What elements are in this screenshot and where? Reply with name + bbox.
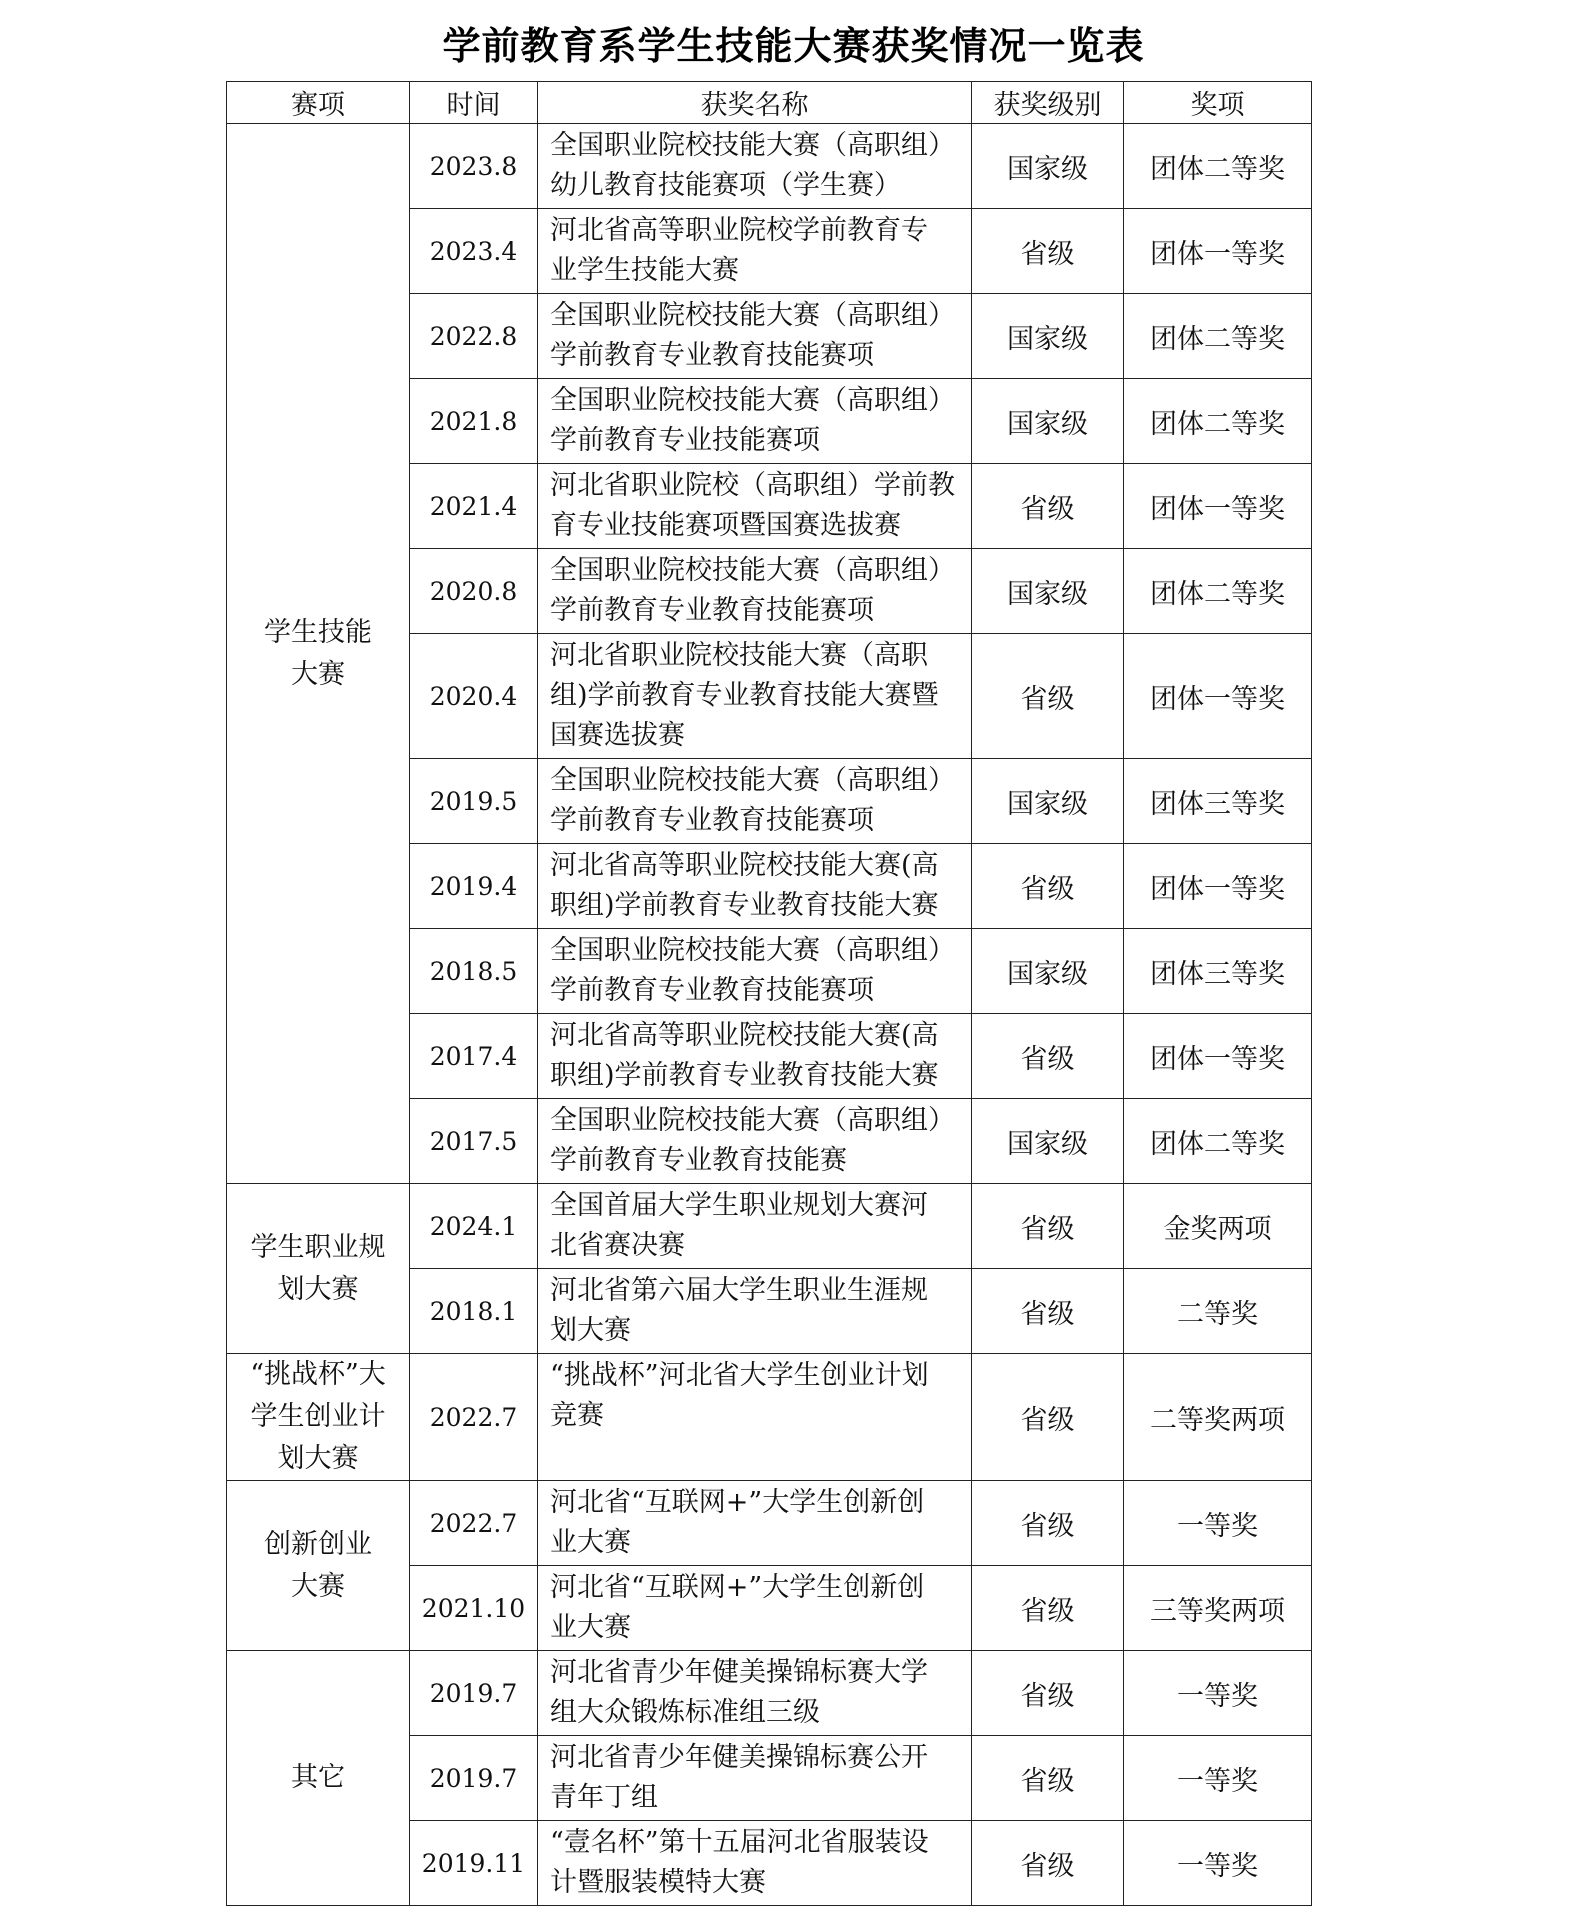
level-cell: 省级 — [972, 1566, 1124, 1651]
awards-table — [226, 81, 1312, 1906]
level-cell: 省级 — [972, 844, 1124, 929]
award-name-line: 学前教育专业教育技能赛项 — [550, 340, 874, 371]
prize-cell: 团体二等奖 — [1124, 379, 1312, 464]
award-name-cell — [538, 759, 972, 844]
date-cell: 2019.4 — [410, 844, 538, 929]
date-cell: 2020.8 — [410, 549, 538, 634]
table-row — [227, 1481, 1312, 1566]
award-name-line: 学前教育专业技能赛项 — [550, 425, 820, 456]
award-name-line: 国赛选拔赛 — [550, 720, 685, 751]
date-cell: 2017.5 — [410, 1099, 538, 1184]
award-name-cell — [538, 124, 972, 209]
prize-cell: 团体三等奖 — [1124, 929, 1312, 1014]
level-cell: 国家级 — [972, 1099, 1124, 1184]
table-row — [227, 1184, 1312, 1269]
award-name-line: 河北省高等职业院校技能大赛(高 — [550, 1020, 939, 1051]
award-name-line: 河北省第六届大学生职业生涯规 — [550, 1275, 928, 1306]
award-name-line: 全国职业院校技能大赛（高职组） — [550, 555, 955, 586]
category-line: 学生创业计 — [250, 1401, 386, 1432]
header-award-name: 获奖名称 — [538, 82, 972, 124]
prize-cell: 二等奖两项 — [1124, 1354, 1312, 1481]
date-cell: 2023.4 — [410, 209, 538, 294]
level-cell: 省级 — [972, 209, 1124, 294]
category-line: 创新创业 — [264, 1528, 372, 1560]
level-cell: 国家级 — [972, 549, 1124, 634]
award-name-line: 业大赛 — [550, 1527, 631, 1558]
level-cell: 省级 — [972, 1651, 1124, 1736]
award-name-line: 全国职业院校技能大赛（高职组） — [550, 765, 955, 796]
category-line: “挑战杯”大 — [250, 1359, 386, 1390]
prize-cell: 一等奖 — [1124, 1651, 1312, 1736]
award-name-line: “挑战杯”河北省大学生创业计划 — [550, 1360, 929, 1391]
award-name-line: 业大赛 — [550, 1612, 631, 1643]
level-cell: 省级 — [972, 1354, 1124, 1481]
header-date: 时间 — [410, 82, 538, 124]
award-name-line: 全国首届大学生职业规划大赛河 — [550, 1190, 928, 1221]
category-line: 大赛 — [291, 658, 345, 690]
award-name-line: 计暨服装模特大赛 — [550, 1867, 766, 1898]
level-cell: 省级 — [972, 1184, 1124, 1269]
award-name-line: 全国职业院校技能大赛（高职组） — [550, 935, 955, 966]
prize-cell: 一等奖 — [1124, 1821, 1312, 1906]
date-cell: 2024.1 — [410, 1184, 538, 1269]
category-cell — [227, 1354, 410, 1481]
award-name-cell — [538, 1651, 972, 1736]
header-prize: 奖项 — [1124, 82, 1312, 124]
award-name-line: 全国职业院校技能大赛（高职组） — [550, 1105, 955, 1136]
date-cell: 2018.5 — [410, 929, 538, 1014]
award-name-line: 竞赛 — [550, 1400, 604, 1431]
award-name-cell — [538, 1184, 972, 1269]
award-name-cell — [538, 464, 972, 549]
award-name-line: 幼儿教育技能赛项（学生赛） — [550, 170, 901, 201]
award-name-cell — [538, 844, 972, 929]
level-cell: 省级 — [972, 634, 1124, 759]
prize-cell: 一等奖 — [1124, 1481, 1312, 1566]
category-line: 学生技能 — [264, 616, 372, 648]
category-cell — [227, 1184, 410, 1354]
award-name-cell — [538, 929, 972, 1014]
table-row — [227, 1354, 1312, 1481]
prize-cell: 团体二等奖 — [1124, 124, 1312, 209]
award-name-line: 学前教育专业教育技能赛 — [550, 1145, 847, 1176]
award-name-cell — [538, 294, 972, 379]
level-cell: 国家级 — [972, 124, 1124, 209]
award-name-line: 学前教育专业教育技能赛项 — [550, 975, 874, 1006]
level-cell: 国家级 — [972, 929, 1124, 1014]
category-cell — [227, 124, 410, 1184]
date-cell: 2023.8 — [410, 124, 538, 209]
award-name-line: 河北省高等职业院校学前教育专 — [550, 215, 928, 246]
award-name-cell — [538, 379, 972, 464]
award-name-line: 组大众锻炼标准组三级 — [550, 1697, 820, 1728]
level-cell: 省级 — [972, 1269, 1124, 1354]
date-cell: 2018.1 — [410, 1269, 538, 1354]
level-cell: 国家级 — [972, 379, 1124, 464]
date-cell: 2021.10 — [410, 1566, 538, 1651]
prize-cell: 团体二等奖 — [1124, 1099, 1312, 1184]
header-row — [227, 82, 1312, 124]
award-name-line: 河北省高等职业院校技能大赛(高 — [550, 850, 939, 881]
award-name-cell — [538, 1014, 972, 1099]
award-name-line: 河北省“互联网+”大学生创新创 — [550, 1487, 925, 1518]
level-cell: 省级 — [972, 1481, 1124, 1566]
award-name-cell — [538, 1821, 972, 1906]
category-line: 划大赛 — [277, 1273, 359, 1305]
date-cell: 2021.8 — [410, 379, 538, 464]
award-name-line: 河北省职业院校（高职组）学前教 — [550, 470, 955, 501]
header-level: 获奖级别 — [972, 82, 1124, 124]
prize-cell: 团体二等奖 — [1124, 549, 1312, 634]
award-name-line: 划大赛 — [550, 1315, 631, 1346]
level-cell: 国家级 — [972, 759, 1124, 844]
category-line: 其它 — [291, 1762, 345, 1793]
page-title: 学前教育系学生技能大赛获奖情况一览表 — [442, 24, 1145, 68]
prize-cell: 团体二等奖 — [1124, 294, 1312, 379]
prize-cell: 团体三等奖 — [1124, 759, 1312, 844]
award-name-line: 业学生技能大赛 — [550, 255, 739, 286]
table-row — [227, 124, 1312, 209]
award-name-cell — [538, 209, 972, 294]
prize-cell: 三等奖两项 — [1124, 1566, 1312, 1651]
prize-cell: 团体一等奖 — [1124, 464, 1312, 549]
award-name-cell — [538, 1269, 972, 1354]
date-cell: 2022.7 — [410, 1354, 538, 1481]
prize-cell: 一等奖 — [1124, 1736, 1312, 1821]
prize-cell: 团体一等奖 — [1124, 1014, 1312, 1099]
level-cell: 省级 — [972, 464, 1124, 549]
award-name-cell — [538, 1736, 972, 1821]
award-name-cell — [538, 634, 972, 759]
award-name-cell — [538, 549, 972, 634]
award-name-line: 育专业技能赛项暨国赛选拔赛 — [550, 510, 901, 541]
date-cell: 2019.7 — [410, 1651, 538, 1736]
level-cell: 国家级 — [972, 294, 1124, 379]
level-cell: 省级 — [972, 1736, 1124, 1821]
prize-cell: 团体一等奖 — [1124, 634, 1312, 759]
date-cell: 2017.4 — [410, 1014, 538, 1099]
prize-cell: 团体一等奖 — [1124, 844, 1312, 929]
date-cell: 2019.11 — [410, 1821, 538, 1906]
award-name-line: 河北省“互联网+”大学生创新创 — [550, 1572, 925, 1603]
award-name-line: 青年丁组 — [550, 1782, 658, 1813]
category-cell — [227, 1651, 410, 1906]
award-name-line: 河北省职业院校技能大赛（高职 — [550, 640, 928, 671]
category-cell — [227, 1481, 410, 1651]
table-row — [227, 1651, 1312, 1736]
award-name-line: 河北省青少年健美操锦标赛大学 — [550, 1657, 928, 1688]
header-category: 赛项 — [227, 82, 410, 124]
level-cell: 省级 — [972, 1014, 1124, 1099]
award-name-cell — [538, 1354, 972, 1481]
date-cell: 2019.7 — [410, 1736, 538, 1821]
date-cell: 2020.4 — [410, 634, 538, 759]
category-line: 大赛 — [291, 1570, 345, 1602]
award-name-cell — [538, 1099, 972, 1184]
award-name-line: “壹名杯”第十五届河北省服装设 — [550, 1827, 929, 1858]
award-name-line: 北省赛决赛 — [550, 1230, 685, 1261]
award-name-line: 职组)学前教育专业教育技能大赛 — [550, 890, 939, 921]
prize-cell: 二等奖 — [1124, 1269, 1312, 1354]
date-cell: 2022.7 — [410, 1481, 538, 1566]
prize-cell: 团体一等奖 — [1124, 209, 1312, 294]
category-line: 学生职业规 — [250, 1231, 386, 1263]
award-name-line: 组)学前教育专业教育技能大赛暨 — [550, 680, 939, 711]
date-cell: 2021.4 — [410, 464, 538, 549]
award-name-line: 全国职业院校技能大赛（高职组） — [550, 130, 955, 161]
award-name-cell — [538, 1566, 972, 1651]
award-name-cell — [538, 1481, 972, 1566]
category-line: 划大赛 — [277, 1443, 359, 1474]
award-name-line: 学前教育专业教育技能赛项 — [550, 595, 874, 626]
award-name-line: 学前教育专业教育技能赛项 — [550, 805, 874, 836]
award-name-line: 全国职业院校技能大赛（高职组） — [550, 385, 955, 416]
award-name-line: 职组)学前教育专业教育技能大赛 — [550, 1060, 939, 1091]
award-name-line: 河北省青少年健美操锦标赛公开 — [550, 1742, 928, 1773]
award-name-line: 全国职业院校技能大赛（高职组） — [550, 300, 955, 331]
level-cell: 省级 — [972, 1821, 1124, 1906]
date-cell: 2019.5 — [410, 759, 538, 844]
prize-cell: 金奖两项 — [1124, 1184, 1312, 1269]
date-cell: 2022.8 — [410, 294, 538, 379]
table-body — [227, 124, 1312, 1906]
